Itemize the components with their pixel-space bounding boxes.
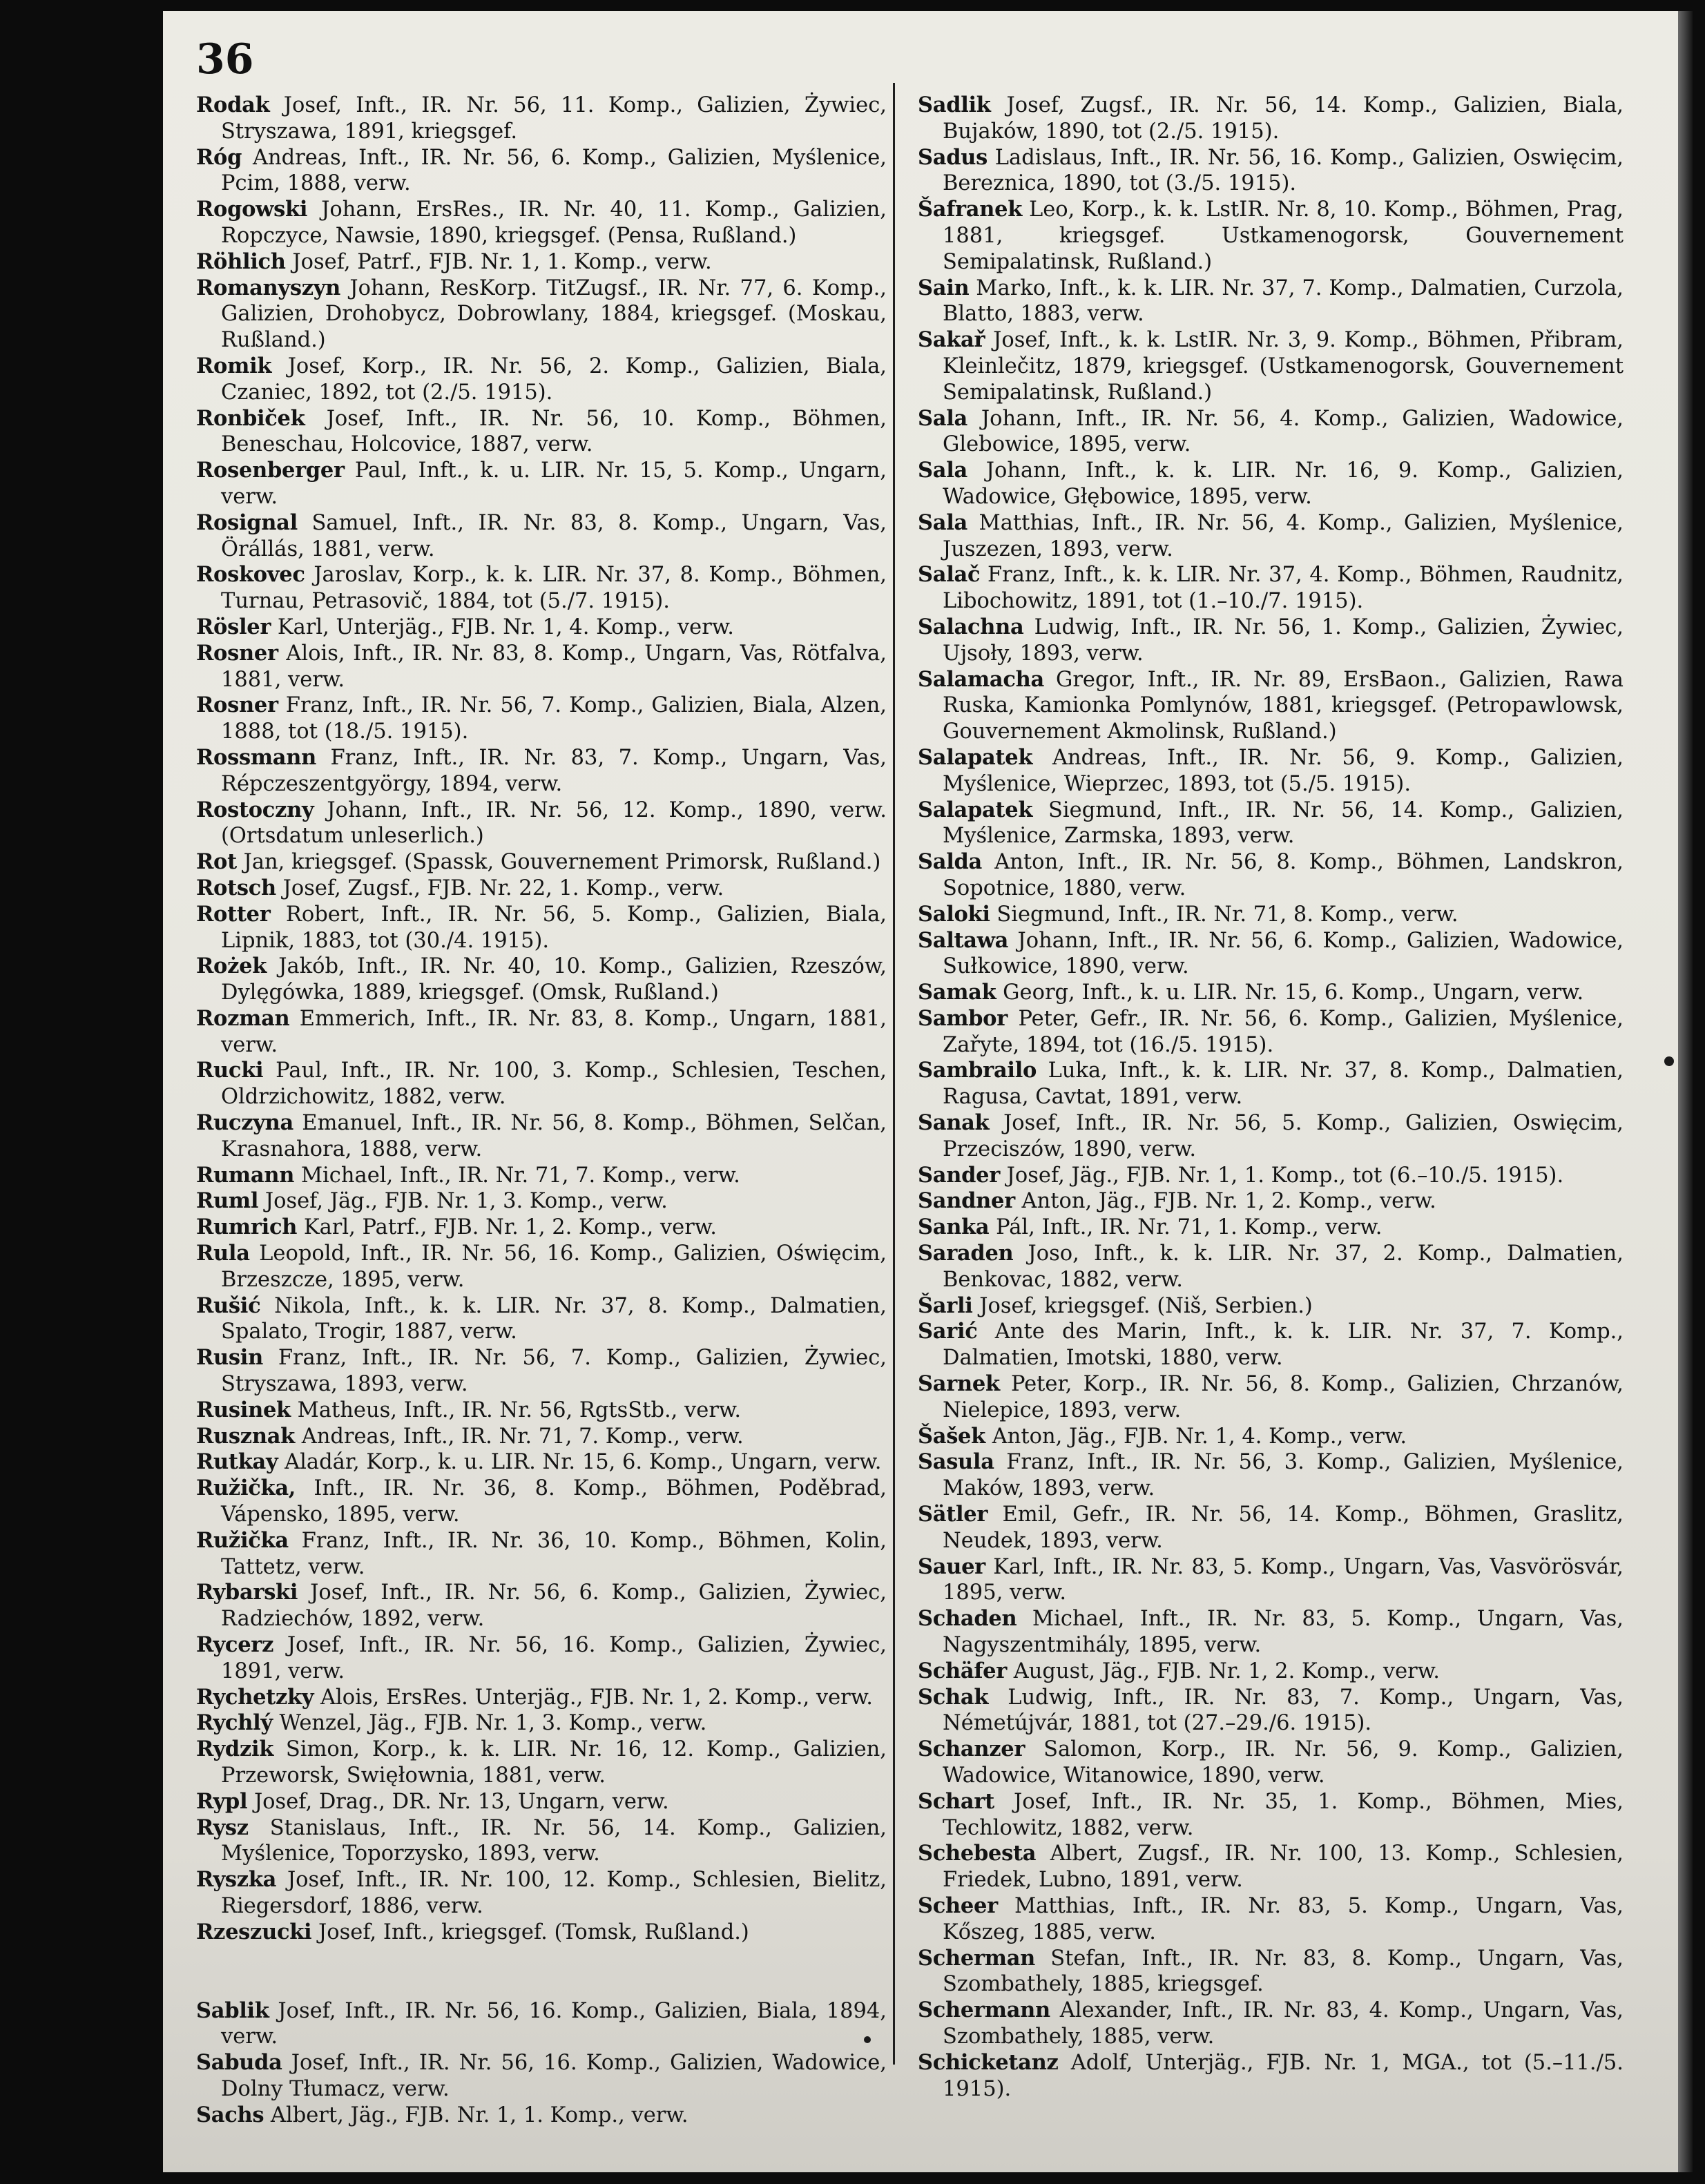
entry-details: Karl, Unterjäg., FJB. Nr. 1, 4. Komp., verw. bbox=[277, 615, 734, 639]
entry-details: Josef, Inft., IR. Nr. 56, 10. Komp., Böhmen, Beneschau, Holcovice, 1887, verw. bbox=[221, 406, 887, 457]
entry-details: Emmerich, Inft., IR. Nr. 83, 8. Komp., Ungarn, 1881, verw. bbox=[221, 1006, 887, 1057]
entry-details: Josef, Jäg., FJB. Nr. 1, 3. Komp., verw. bbox=[264, 1189, 668, 1214]
entry-surname: Rumann bbox=[196, 1162, 295, 1188]
entry-surname: Ruml bbox=[196, 1188, 259, 1214]
entry-details: Johann, Inft., IR. Nr. 56, 6. Komp., Galizien, Wadowice, Sułkowice, 1890, verw. bbox=[943, 928, 1624, 979]
entry-details: Albert, Zugsf., IR. Nr. 100, 13. Komp., Schlesien, Friedek, Lubno, 1891, verw. bbox=[943, 1842, 1624, 1893]
scan-speck bbox=[864, 2036, 871, 2043]
entry-details: Josef, Jäg., FJB. Nr. 1, 1. Komp., tot (6.–10./5. 1915). bbox=[1006, 1163, 1564, 1188]
entry-details: Josef, Inft., kriegsgef. (Tomsk, Rußland.) bbox=[318, 1920, 749, 1944]
list-entry bbox=[196, 458, 887, 510]
list-entry bbox=[196, 954, 887, 1006]
entry-details: Paul, Inft., IR. Nr. 100, 3. Komp., Schlesien, Teschen, Oldrzichowitz, 1882, verw. bbox=[221, 1059, 887, 1110]
list-entry bbox=[196, 1006, 887, 1059]
list-entry bbox=[918, 1606, 1624, 1659]
entry-surname: Ronbiček bbox=[196, 405, 305, 431]
entry-details: Adolf, Unterjäg., FJB. Nr. 1, MGA., tot (5.–11./5. 1915). bbox=[943, 2050, 1624, 2101]
entry-surname: Sambrailo bbox=[918, 1058, 1037, 1083]
entry-details: Josef, Inft., IR. Nr. 56, 5. Komp., Galizien, Oswięcim, Przeciszów, 1890, verw. bbox=[943, 1111, 1624, 1161]
entry-surname: Rycerz bbox=[196, 1632, 274, 1658]
entry-surname: Röhlich bbox=[196, 249, 286, 274]
list-entry bbox=[918, 145, 1624, 197]
entry-surname: Ryszka bbox=[196, 1867, 277, 1893]
list-entry bbox=[196, 1215, 887, 1241]
list-entry bbox=[196, 1632, 887, 1685]
entry-details: Josef, Inft., IR. Nr. 56, 11. Komp., Galizien, Żywiec, Stryszawa, 1891, kriegsgef. bbox=[221, 93, 887, 144]
entry-surname: Sabuda bbox=[196, 2050, 282, 2076]
entry-details: Josef, Inft., k. k. LstIR. Nr. 3, 9. Komp., Böhmen, Přibram, Kleinlečitz, 1879, kriegsgef. (Ustkamenogorsk, Gouvernement Semipalatinsk, Rußland.) bbox=[943, 328, 1624, 405]
entry-surname: Schaden bbox=[918, 1606, 1017, 1632]
entry-details: Josef, Inft., IR. Nr. 56, 16. Komp., Galizien, Wadowice, Dolny Tłumacz, verw. bbox=[221, 2051, 887, 2101]
list-entry bbox=[196, 1998, 887, 2051]
entry-details: Ludwig, Inft., IR. Nr. 56, 1. Komp., Galizien, Żywiec, Ujsoły, 1893, verw. bbox=[943, 615, 1624, 666]
entry-surname: Sanak bbox=[918, 1110, 990, 1136]
list-entry bbox=[918, 1998, 1624, 2050]
list-entry bbox=[196, 1789, 887, 1815]
entry-surname: Rypl bbox=[196, 1788, 248, 1814]
entry-details: Peter, Gefr., IR. Nr. 56, 6. Komp., Galizien, Myślenice, Zařyte, 1894, tot (16./5. 1915). bbox=[943, 1006, 1624, 1057]
list-entry bbox=[918, 1841, 1624, 1893]
entry-surname: Sandner bbox=[918, 1188, 1015, 1214]
entry-details: Franz, Inft., IR. Nr. 36, 10. Komp., Böhmen, Kolin, Tattetz, verw. bbox=[221, 1528, 887, 1579]
entry-surname: Rosner bbox=[196, 640, 278, 666]
entry-surname: Schak bbox=[918, 1684, 989, 1710]
entry-surname: Salachna bbox=[918, 614, 1024, 639]
list-entry bbox=[918, 1502, 1624, 1554]
entry-surname: Rożek bbox=[196, 954, 267, 979]
entry-surname: Sander bbox=[918, 1162, 1000, 1188]
entry-surname: Salač bbox=[918, 562, 981, 588]
entry-surname: Scherman bbox=[918, 1945, 1036, 1971]
entry-surname: Sala bbox=[918, 405, 967, 431]
entry-surname: Rusznak bbox=[196, 1423, 295, 1449]
entry-surname: Salda bbox=[918, 849, 982, 875]
list-entry bbox=[918, 197, 1624, 275]
entry-details: Andreas, Inft., IR. Nr. 56, 6. Komp., Galizien, Myślenice, Pcim, 1888, verw. bbox=[221, 145, 887, 196]
entry-surname: Roskovec bbox=[196, 562, 305, 588]
list-entry bbox=[918, 1737, 1624, 1789]
list-entry bbox=[196, 406, 887, 458]
document-page bbox=[163, 11, 1693, 2172]
entry-details: Matheus, Inft., IR. Nr. 56, RgtsStb., verw. bbox=[297, 1398, 742, 1422]
list-entry bbox=[196, 693, 887, 745]
list-entry bbox=[196, 562, 887, 615]
list-entry bbox=[196, 1476, 887, 1528]
entry-surname: Šarli bbox=[918, 1293, 973, 1318]
entry-details: Wenzel, Jäg., FJB. Nr. 1, 3. Komp., verw. bbox=[279, 1711, 707, 1736]
entry-surname: Rusin bbox=[196, 1345, 263, 1371]
list-entry bbox=[918, 1058, 1624, 1110]
column-divider bbox=[893, 83, 895, 2065]
entry-details: Franz, Inft., k. k. LIR. Nr. 37, 4. Komp., Böhmen, Raudnitz, Libochowitz, 1891, tot (1.–10./7. 1915). bbox=[943, 563, 1624, 614]
entry-details: Franz, Inft., IR. Nr. 56, 7. Komp., Galizien, Biala, Alzen, 1888, tot (18./5. 1915). bbox=[221, 693, 887, 744]
entry-surname: Sasula bbox=[918, 1449, 994, 1475]
list-entry bbox=[196, 1345, 887, 1398]
list-entry bbox=[918, 327, 1624, 405]
entry-details: Siegmund, Inft., IR. Nr. 56, 14. Komp., Galizien, Myślenice, Zarmska, 1893, verw. bbox=[943, 798, 1624, 849]
list-entry bbox=[196, 1398, 887, 1424]
entry-details: Georg, Inft., k. u. LIR. Nr. 15, 6. Komp., Ungarn, verw. bbox=[1003, 980, 1584, 1005]
list-entry bbox=[918, 1946, 1624, 1998]
entry-surname: Sarnek bbox=[918, 1371, 1000, 1397]
entry-surname: Sauer bbox=[918, 1554, 985, 1579]
list-entry bbox=[918, 1893, 1624, 1946]
entry-details: Matthias, Inft., IR. Nr. 83, 5. Komp., Ungarn, Vas, Kőszeg, 1885, verw. bbox=[943, 1893, 1624, 1944]
list-entry bbox=[196, 1867, 887, 1920]
entry-surname: Rostoczny bbox=[196, 797, 314, 822]
entry-details: Pál, Inft., IR. Nr. 71, 1. Komp., verw. bbox=[996, 1215, 1383, 1240]
entry-surname: Rosner bbox=[196, 693, 278, 718]
entry-details: Luka, Inft., k. k. LIR. Nr. 37, 8. Komp., Dalmatien, Ragusa, Cavtat, 1891, verw. bbox=[943, 1059, 1624, 1110]
entry-surname: Sarić bbox=[918, 1319, 978, 1344]
entry-surname: Rula bbox=[196, 1241, 250, 1266]
list-entry bbox=[196, 1710, 887, 1737]
entry-details: Johann, Inft., IR. Nr. 56, 4. Komp., Galizien, Wadowice, Glebowice, 1895, verw. bbox=[943, 406, 1624, 457]
entry-details: Alois, Inft., IR. Nr. 83, 8. Komp., Ungarn, Vas, Rötfalva, 1881, verw. bbox=[221, 641, 887, 692]
entry-surname: Salapatek bbox=[918, 797, 1033, 822]
entry-details: Josef, Inft., IR. Nr. 100, 12. Komp., Schlesien, Bielitz, Riegersdorf, 1886, verw. bbox=[221, 1868, 887, 1918]
list-entry bbox=[196, 876, 887, 902]
list-entry bbox=[196, 1580, 887, 1632]
entry-details: Emil, Gefr., IR. Nr. 56, 14. Komp., Böhmen, Graslitz, Neudek, 1893, verw. bbox=[943, 1502, 1624, 1553]
entry-details: Anton, Jäg., FJB. Nr. 1, 2. Komp., verw. bbox=[1021, 1189, 1436, 1214]
entry-details: Albert, Jäg., FJB. Nr. 1, 1. Komp., verw. bbox=[270, 2103, 688, 2127]
entry-surname: Sakař bbox=[918, 327, 985, 353]
list-entry bbox=[918, 667, 1624, 745]
entry-surname: Ružička bbox=[196, 1527, 289, 1553]
list-entry bbox=[196, 1920, 887, 1946]
entry-surname: Rumrich bbox=[196, 1215, 298, 1240]
entry-surname: Róg bbox=[196, 144, 242, 170]
entry-details: Aladár, Korp., k. u. LIR. Nr. 15, 6. Komp., Ungarn, verw. bbox=[285, 1450, 882, 1475]
entry-surname: Saloki bbox=[918, 901, 990, 927]
entry-surname: Rysz bbox=[196, 1815, 249, 1840]
list-entry bbox=[196, 249, 887, 276]
entry-surname: Sambor bbox=[918, 1005, 1008, 1031]
entry-details: Ludwig, Inft., IR. Nr. 83, 7. Komp., Ungarn, Vas, Németújvár, 1881, tot (27.–29./6. 1915). bbox=[943, 1685, 1624, 1736]
entry-surname: Romik bbox=[196, 353, 272, 378]
entry-details: Josef, Inft., IR. Nr. 56, 6. Komp., Galizien, Żywiec, Radziechów, 1892, verw. bbox=[221, 1581, 887, 1632]
entry-surname: Saraden bbox=[918, 1241, 1014, 1266]
entry-surname: Sanka bbox=[918, 1215, 990, 1240]
list-entry bbox=[196, 798, 887, 850]
entry-details: Leopold, Inft., IR. Nr. 56, 16. Komp., Galizien, Oświęcim, Brzeszcze, 1895, verw. bbox=[221, 1241, 887, 1292]
entry-details: Johann, ErsRes., IR. Nr. 40, 11. Komp., Galizien, Ropczyce, Nawsie, 1890, kriegsgef. (Pensa, Rußland.) bbox=[221, 197, 887, 248]
section-gap bbox=[196, 1946, 887, 1998]
entry-surname: Scheer bbox=[918, 1893, 998, 1918]
entry-details: Johann, Inft., k. k. LIR. Nr. 16, 9. Komp., Galizien, Wadowice, Głębowice, 1895, verw. bbox=[943, 458, 1624, 509]
entry-details: Siegmund, Inft., IR. Nr. 71, 8. Komp., verw. bbox=[996, 902, 1458, 927]
entry-details: Ladislaus, Inft., IR. Nr. 56, 16. Komp., Galizien, Oswięcim, Bereznica, 1890, tot (3./5. 1915). bbox=[943, 145, 1624, 196]
entry-surname: Rychlý bbox=[196, 1710, 273, 1736]
entry-details: Karl, Patrf., FJB. Nr. 1, 2. Komp., verw. bbox=[303, 1215, 717, 1240]
list-entry bbox=[196, 2103, 887, 2129]
entry-details: Josef, Zugsf., IR. Nr. 56, 14. Komp., Galizien, Biala, Bujaków, 1890, tot (2./5. 1915). bbox=[943, 93, 1624, 144]
list-entry bbox=[196, 1737, 887, 1789]
entry-details: Anton, Jäg., FJB. Nr. 1, 4. Komp., verw. bbox=[992, 1424, 1407, 1449]
entry-details: Ante des Marin, Inft., k. k. LIR. Nr. 37, 7. Komp., Dalmatien, Imotski, 1880, verw. bbox=[943, 1320, 1624, 1371]
entry-surname: Sachs bbox=[196, 2102, 264, 2127]
entry-details: Franz, Inft., IR. Nr. 56, 7. Komp., Galizien, Żywiec, Stryszawa, 1893, verw. bbox=[221, 1346, 887, 1397]
list-entry bbox=[196, 510, 887, 563]
entry-details: Josef, Inft., IR. Nr. 56, 16. Komp., Galizien, Biala, 1894, verw. bbox=[221, 1998, 887, 2049]
entry-surname: Sadus bbox=[918, 144, 988, 170]
entry-surname: Schicketanz bbox=[918, 2049, 1059, 2075]
list-entry bbox=[918, 745, 1624, 798]
entry-details: Johann, ResKorp. TitZugsf., IR. Nr. 77, 6. Komp., Galizien, Drohobycz, Dobrowlany, 1884, kriegsgef. (Moskau, Rußland.) bbox=[221, 276, 887, 353]
list-entry bbox=[918, 1215, 1624, 1241]
entry-surname: Schäfer bbox=[918, 1658, 1008, 1683]
entry-surname: Rydzik bbox=[196, 1737, 274, 1762]
list-entry bbox=[196, 1163, 887, 1189]
list-entry bbox=[918, 1319, 1624, 1371]
list-entry bbox=[918, 1110, 1624, 1163]
entry-surname: Rušić bbox=[196, 1293, 261, 1318]
list-entry bbox=[918, 1789, 1624, 1842]
list-entry bbox=[196, 641, 887, 693]
entry-details: Samuel, Inft., IR. Nr. 83, 8. Komp., Ungarn, Vas, Örállás, 1881, verw. bbox=[221, 510, 887, 561]
list-entry bbox=[918, 1659, 1624, 1685]
entry-details: Joso, Inft., k. k. LIR. Nr. 37, 2. Komp., Dalmatien, Benkovac, 1882, verw. bbox=[943, 1241, 1624, 1292]
entry-surname: Šašek bbox=[918, 1423, 985, 1449]
entry-surname: Samak bbox=[918, 980, 996, 1005]
entry-surname: Salapatek bbox=[918, 744, 1033, 770]
list-entry bbox=[196, 849, 887, 876]
list-entry bbox=[918, 902, 1624, 928]
list-entry bbox=[196, 1424, 887, 1450]
list-entry bbox=[196, 615, 887, 641]
list-entry bbox=[918, 510, 1624, 563]
entry-details: Robert, Inft., IR. Nr. 56, 5. Komp., Galizien, Biala, Lipnik, 1883, tot (30./4. 1915). bbox=[221, 902, 887, 953]
entry-details: Stefan, Inft., IR. Nr. 83, 8. Komp., Ungarn, Vas, Szombathely, 1885, kriegsgef. bbox=[943, 1946, 1624, 1997]
entry-surname: Ruczyna bbox=[196, 1110, 293, 1136]
entry-surname: Rosignal bbox=[196, 510, 298, 535]
entry-details: Andreas, Inft., IR. Nr. 71, 7. Komp., verw. bbox=[301, 1424, 744, 1449]
entry-surname: Sala bbox=[918, 458, 967, 483]
entry-surname: Rot bbox=[196, 849, 237, 875]
entry-surname: Ružička, bbox=[196, 1476, 296, 1501]
entry-surname: Sätler bbox=[918, 1502, 988, 1527]
entry-surname: Sala bbox=[918, 510, 967, 535]
entry-surname: Schanzer bbox=[918, 1737, 1025, 1762]
list-entry bbox=[918, 406, 1624, 458]
entry-surname: Rucki bbox=[196, 1058, 264, 1083]
entry-details: Josef, Inft., IR. Nr. 35, 1. Komp., Böhmen, Mies, Techlowitz, 1882, verw. bbox=[943, 1789, 1624, 1840]
entry-details: Nikola, Inft., k. k. LIR. Nr. 37, 8. Komp., Dalmatien, Spalato, Trogir, 1887, verw. bbox=[221, 1293, 887, 1344]
list-entry bbox=[196, 1241, 887, 1293]
list-entry bbox=[196, 197, 887, 249]
entry-details: Gregor, Inft., IR. Nr. 89, ErsBaon., Galizien, Rawa Ruska, Kamionka Pomlynów, 1881, kriegsgef. (Petropawlowsk, Gouvernement Akmolinsk, Rußland.) bbox=[943, 667, 1624, 744]
list-entry bbox=[196, 745, 887, 798]
entry-details: Josef, kriegsgef. (Niš, Serbien.) bbox=[979, 1293, 1313, 1318]
entry-details: Matthias, Inft., IR. Nr. 56, 4. Komp., Galizien, Myślenice, Juszezen, 1893, verw. bbox=[943, 510, 1624, 561]
list-entry bbox=[918, 1163, 1624, 1189]
entry-details: Johann, Inft., IR. Nr. 56, 12. Komp., 1890, verw. (Ortsdatum unleserlich.) bbox=[221, 798, 887, 849]
list-entry bbox=[196, 93, 887, 145]
list-entry bbox=[918, 93, 1624, 145]
list-entry bbox=[918, 458, 1624, 510]
entry-surname: Šafranek bbox=[918, 197, 1023, 222]
list-entry bbox=[918, 928, 1624, 980]
list-entry bbox=[918, 1293, 1624, 1320]
entry-surname: Saltawa bbox=[918, 927, 1009, 953]
entry-surname: Schart bbox=[918, 1788, 994, 1814]
entry-surname: Rosenberger bbox=[196, 458, 345, 483]
entry-surname: Rotsch bbox=[196, 875, 276, 900]
entry-details: Anton, Inft., IR. Nr. 56, 8. Komp., Böhmen, Landskron, Sopotnice, 1880, verw. bbox=[943, 850, 1624, 900]
entry-details: Leo, Korp., k. k. LstIR. Nr. 8, 10. Komp., Böhmen, Prag, 1881, kriegsgef. Ustkamenogorsk, Gouvernement Semipalatinsk, Rußland.) bbox=[943, 197, 1624, 274]
list-entry bbox=[196, 1528, 887, 1581]
list-entry bbox=[196, 902, 887, 954]
scan-speck bbox=[1664, 1056, 1674, 1066]
list-entry bbox=[196, 1685, 887, 1711]
entry-surname: Salamacha bbox=[918, 666, 1044, 692]
entry-surname: Rösler bbox=[196, 614, 271, 639]
list-entry bbox=[918, 1424, 1624, 1450]
entry-surname: Rossmann bbox=[196, 744, 317, 770]
entry-details: Emanuel, Inft., IR. Nr. 56, 8. Komp., Böhmen, Selčan, Krasnahora, 1888, verw. bbox=[221, 1111, 887, 1161]
list-entry bbox=[918, 1006, 1624, 1059]
entry-surname: Rychetzky bbox=[196, 1684, 314, 1710]
list-entry bbox=[918, 798, 1624, 850]
entry-details: Josef, Patrf., FJB. Nr. 1, 1. Komp., verw. bbox=[292, 249, 712, 274]
list-entry bbox=[196, 1293, 887, 1346]
entry-surname: Rozman bbox=[196, 1005, 290, 1031]
list-entry bbox=[196, 1815, 887, 1868]
entry-surname: Rybarski bbox=[196, 1580, 298, 1605]
entry-details: Salomon, Korp., IR. Nr. 56, 9. Komp., Galizien, Wadowice, Witanowice, 1890, verw. bbox=[943, 1737, 1624, 1788]
entry-surname: Sadlik bbox=[918, 93, 991, 117]
page-edge-shadow bbox=[1678, 11, 1693, 2172]
list-entry bbox=[918, 562, 1624, 615]
entry-details: Alois, ErsRes. Unterjäg., FJB. Nr. 1, 2. Komp., verw. bbox=[320, 1685, 873, 1710]
list-entry bbox=[918, 849, 1624, 902]
entry-surname: Sain bbox=[918, 275, 970, 300]
entry-details: Simon, Korp., k. k. LIR. Nr. 16, 12. Komp., Galizien, Przeworsk, Swięłownia, 1881, verw. bbox=[221, 1737, 887, 1788]
entry-surname: Sablik bbox=[196, 1998, 269, 2023]
entry-details: Andreas, Inft., IR. Nr. 56, 9. Komp., Galizien, Myślenice, Wieprzec, 1893, tot (5./5. 1915). bbox=[943, 745, 1624, 796]
list-entry bbox=[196, 276, 887, 354]
entry-surname: Romanyszyn bbox=[196, 275, 341, 300]
list-entry bbox=[196, 1110, 887, 1163]
entry-surname: Schebesta bbox=[918, 1841, 1037, 1866]
list-entry bbox=[918, 1554, 1624, 1607]
list-entry bbox=[196, 2050, 887, 2103]
list-entry bbox=[196, 145, 887, 197]
entry-surname: Schermann bbox=[918, 1998, 1050, 2023]
entry-details: Jaroslav, Korp., k. k. LIR. Nr. 37, 8. Komp., Böhmen, Turnau, Petrasovič, 1884, tot (5./7. 1915). bbox=[221, 563, 887, 614]
entry-details: Jan, kriegsgef. (Spassk, Gouvernement Primorsk, Rußland.) bbox=[243, 850, 881, 875]
entry-surname: Rutkay bbox=[196, 1449, 278, 1475]
list-entry bbox=[918, 980, 1624, 1006]
entry-surname: Rzeszucki bbox=[196, 1919, 312, 1944]
list-entry bbox=[918, 2050, 1624, 2103]
list-entry bbox=[918, 1685, 1624, 1737]
entry-details: Josef, Drag., DR. Nr. 13, Ungarn, verw. bbox=[253, 1789, 669, 1814]
entry-details: Michael, Inft., IR. Nr. 83, 5. Komp., Ungarn, Vas, Nagyszentmihály, 1895, verw. bbox=[943, 1607, 1624, 1658]
list-entry bbox=[196, 1058, 887, 1110]
list-entry bbox=[918, 1241, 1624, 1293]
entry-details: Michael, Inft., IR. Nr. 71, 7. Komp., verw. bbox=[300, 1163, 740, 1188]
list-entry bbox=[196, 354, 887, 406]
entry-details: Josef, Zugsf., FJB. Nr. 22, 1. Komp., verw. bbox=[282, 876, 724, 900]
list-entry bbox=[918, 1188, 1624, 1215]
list-entry bbox=[196, 1188, 887, 1215]
entry-details: Jakób, Inft., IR. Nr. 40, 10. Komp., Galizien, Rzeszów, Dylęgówka, 1889, kriegsgef. (Omsk, Rußland.) bbox=[221, 954, 887, 1005]
entry-surname: Rotter bbox=[196, 901, 271, 927]
list-entry bbox=[196, 1449, 887, 1476]
entry-details: Franz, Inft., IR. Nr. 83, 7. Komp., Ungarn, Vas, Répczeszentgyörgy, 1894, verw. bbox=[221, 745, 887, 796]
entry-details: August, Jäg., FJB. Nr. 1, 2. Komp., verw. bbox=[1013, 1659, 1440, 1683]
entry-surname: Rodak bbox=[196, 93, 270, 117]
entry-details: Peter, Korp., IR. Nr. 56, 8. Komp., Galizien, Chrzanów, Nielepice, 1893, verw. bbox=[943, 1372, 1624, 1422]
entry-details: Josef, Korp., IR. Nr. 56, 2. Komp., Galizien, Biala, Czaniec, 1892, tot (2./5. 1915). bbox=[221, 354, 887, 405]
entry-details: Karl, Inft., IR. Nr. 83, 5. Komp., Ungarn, Vas, Vasvörösvár, 1895, verw. bbox=[943, 1554, 1624, 1605]
entry-details: Franz, Inft., IR. Nr. 56, 3. Komp., Galizien, Myślenice, Maków, 1893, verw. bbox=[943, 1450, 1624, 1501]
list-entry bbox=[918, 615, 1624, 667]
entry-details: Paul, Inft., k. u. LIR. Nr. 15, 5. Komp., Ungarn, verw. bbox=[221, 458, 887, 509]
entry-details: Marko, Inft., k. k. LIR. Nr. 37, 7. Komp., Dalmatien, Curzola, Blatto, 1883, verw. bbox=[943, 276, 1624, 327]
entry-surname: Rogowski bbox=[196, 197, 308, 222]
right-column bbox=[918, 93, 1624, 2102]
page-number: 36 bbox=[196, 35, 254, 84]
entry-details: Josef, Inft., IR. Nr. 56, 16. Komp., Galizien, Żywiec, 1891, verw. bbox=[221, 1633, 887, 1683]
list-entry bbox=[918, 1371, 1624, 1424]
entry-details: Inft., IR. Nr. 36, 8. Komp., Böhmen, Poděbrad, Vápensko, 1895, verw. bbox=[221, 1476, 887, 1527]
entry-details: Alexander, Inft., IR. Nr. 83, 4. Komp., Ungarn, Vas, Szombathely, 1885, verw. bbox=[943, 1998, 1624, 2049]
left-column bbox=[196, 93, 887, 2129]
list-entry bbox=[918, 276, 1624, 328]
list-entry bbox=[918, 1449, 1624, 1502]
entry-details: Stanislaus, Inft., IR. Nr. 56, 14. Komp., Galizien, Myślenice, Toporzysko, 1893, verw. bbox=[221, 1815, 887, 1866]
entry-surname: Rusinek bbox=[196, 1397, 291, 1422]
